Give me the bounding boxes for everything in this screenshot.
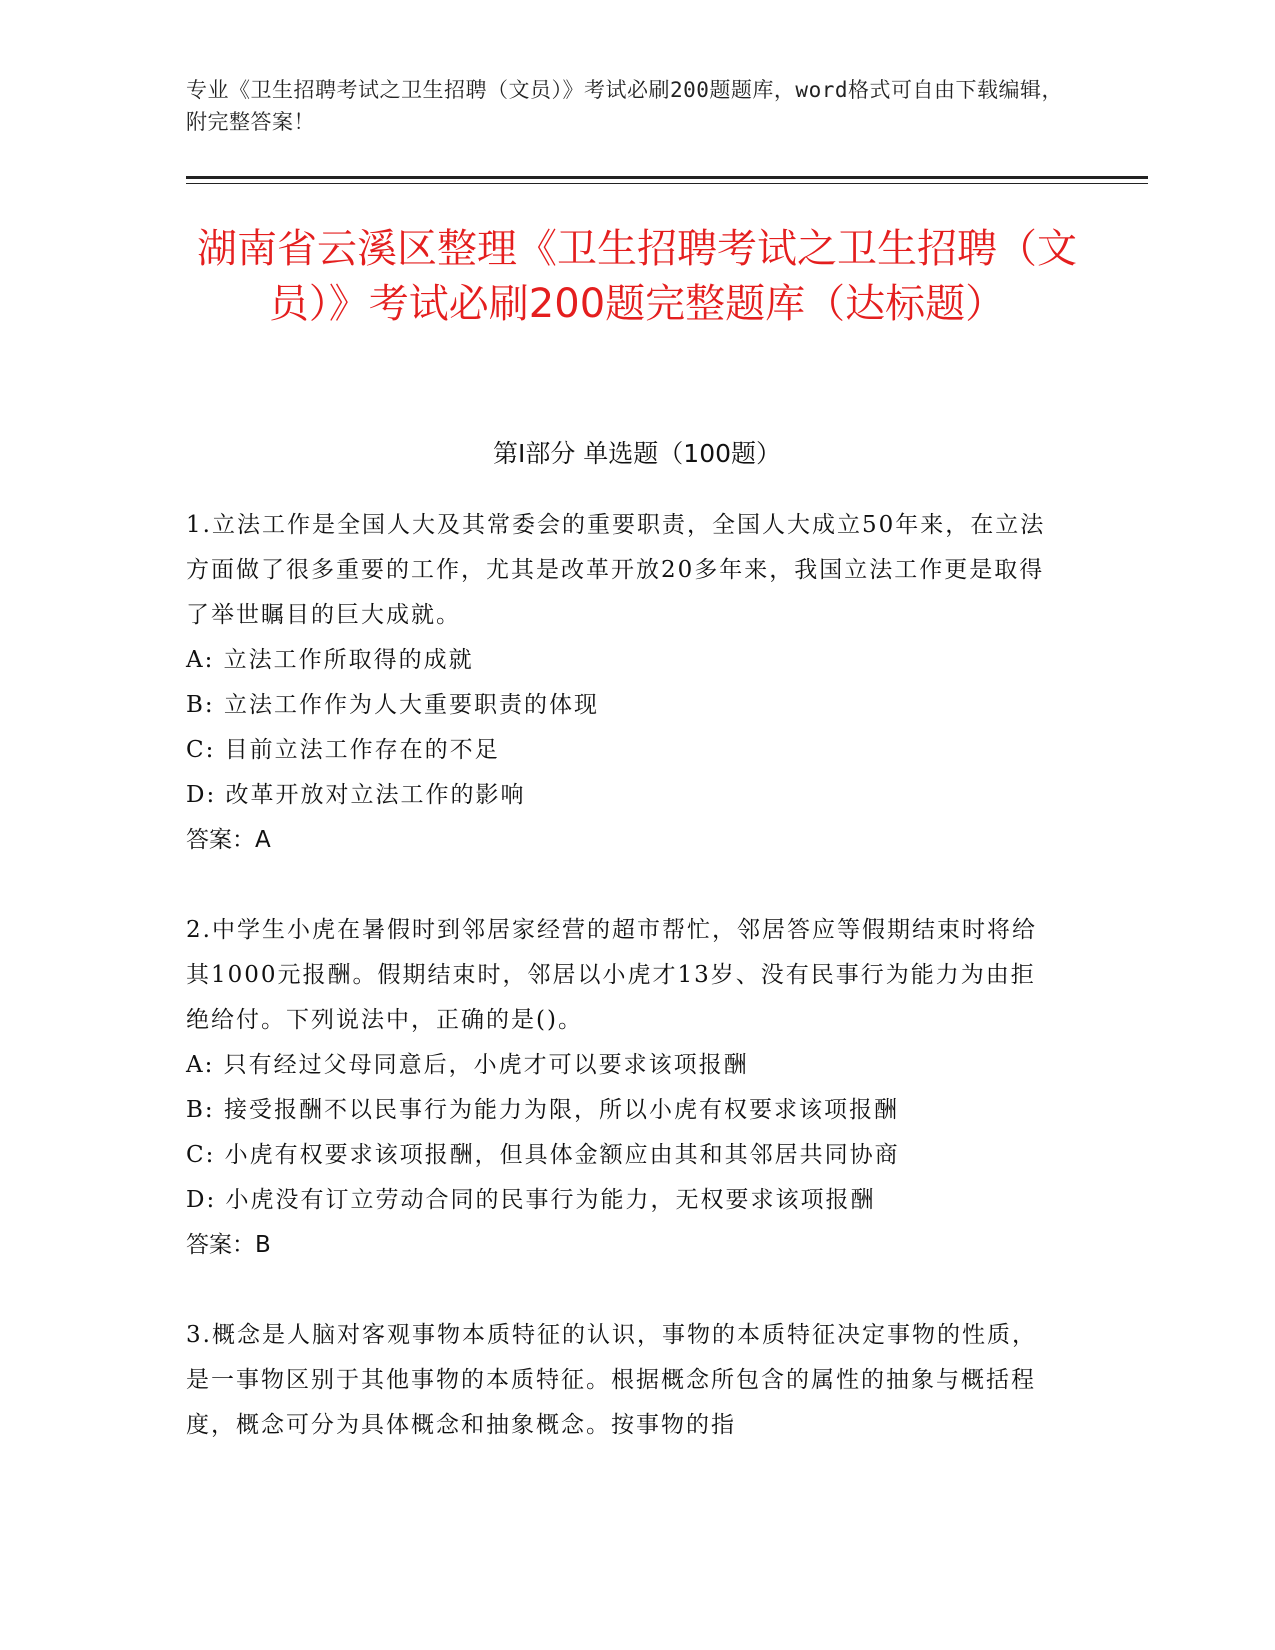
question-1 [186, 503, 1056, 863]
question-text: 2.中学生小虎在暑假时到邻居家经营的超市帮忙，邻居答应等假期结束时将给其1000元报酬。假期结束时，邻居以小虎才13岁、没有民事行为能力为由拒绝给付。下列说法中，正确的是()。 [186, 917, 1037, 1033]
question-3 [186, 1313, 1056, 1448]
option-a: A: 立法工作所取得的成就 [186, 647, 474, 673]
question-text: 3.概念是人脑对客观事物本质特征的认识，事物的本质特征决定事物的性质，是一事物区别于其他事物的本质特征。根据概念所包含的属性的抽象与概括程度，概念可分为具体概念和抽象概念。按事物的指 [186, 1322, 1037, 1438]
option-c: C: 目前立法工作存在的不足 [186, 737, 500, 763]
answer-label: 答案：A [186, 827, 271, 853]
answer-label: 答案：B [186, 1232, 271, 1258]
option-a: A: 只有经过父母同意后，小虎才可以要求该项报酬 [186, 1052, 749, 1078]
question-2 [186, 908, 1056, 1268]
option-b: B: 接受报酬不以民事行为能力为限，所以小虎有权要求该项报酬 [186, 1097, 899, 1123]
header-divider-thin [186, 183, 1148, 184]
question-text: 1.立法工作是全国人大及其常委会的重要职责，全国人大成立50年来，在立法方面做了很多重要的工作，尤其是改革开放20多年来，我国立法工作更是取得了举世瞩目的巨大成就。 [186, 512, 1046, 628]
header-note: 专业《卫生招聘考试之卫生招聘（文员）》考试必刷200题题库，word格式可自由下载编辑，附完整答案！ [186, 78, 1063, 134]
section-heading: 第Ⅰ部分 单选题（100题） [492, 439, 782, 468]
document-title: 湖南省云溪区整理《卫生招聘考试之卫生招聘（文员）》考试必刷200题完整题库（达标题） [197, 226, 1077, 327]
option-b: B: 立法工作作为人大重要职责的体现 [186, 692, 599, 718]
option-c: C: 小虎有权要求该项报酬，但具体金额应由其和其邻居共同协商 [186, 1142, 900, 1168]
option-d: D: 小虎没有订立劳动合同的民事行为能力，无权要求该项报酬 [186, 1187, 876, 1213]
option-d: D: 改革开放对立法工作的影响 [186, 782, 526, 808]
header-divider-thick [186, 176, 1148, 179]
